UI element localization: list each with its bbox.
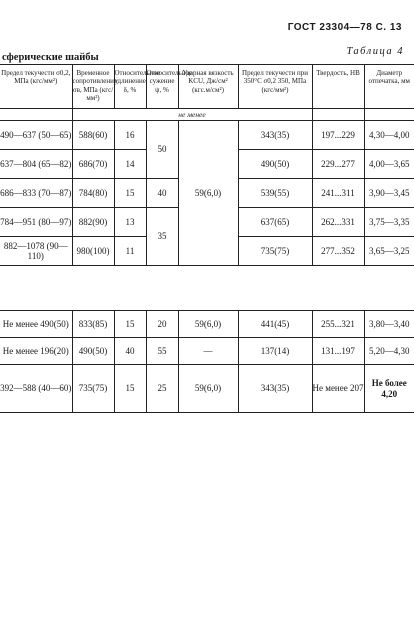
cell-yield: 784—951 (80—97) (0, 208, 72, 237)
cell-diameter: 4,30—4,00 (364, 121, 414, 150)
cell-diameter: 3,65—3,25 (364, 237, 414, 266)
cell-hardness: 241...311 (312, 179, 364, 208)
cell-impact: 59(6,0) (178, 121, 238, 266)
cell-shrinkage: 55 (146, 338, 178, 365)
col-header-yield-350: Предел текучести при 350°C σ0,2 350, МПа (кгс/мм²) (238, 65, 312, 109)
cell-yield: 392—588 (40—60) (0, 365, 72, 413)
cell-diameter: Не более 4,20 (364, 365, 414, 413)
cell-elongation: 15 (114, 179, 146, 208)
not-less-label: не менее (72, 109, 312, 121)
col-header-diameter: Диаметр отпечатка, мм (364, 65, 414, 109)
cell-yield: 882—1078 (90—110) (0, 237, 72, 266)
col-header-tensile: Временное сопротивление σв, МПа (кгс/мм²) (72, 65, 114, 109)
cell-yield-350: 735(75) (238, 237, 312, 266)
cell-yield-350: 441(45) (238, 311, 312, 338)
cell-yield: 686—833 (70—87) (0, 179, 72, 208)
col-header-shrinkage: Относительное сужение ψ, % (146, 65, 178, 109)
cell-yield-350: 343(35) (238, 365, 312, 413)
table-row (0, 311, 414, 338)
cell-diameter: 3,90—3,45 (364, 179, 414, 208)
cell-tensile: 784(80) (72, 179, 114, 208)
cell-tensile: 833(85) (72, 311, 114, 338)
cell-shrinkage: 40 (146, 179, 178, 208)
cell-hardness: 131...197 (312, 338, 364, 365)
cell-yield: 637—804 (65—82) (0, 150, 72, 179)
table-subtitle: сферические шайбы (2, 52, 99, 63)
cell-yield-350: 637(65) (238, 208, 312, 237)
cell-tensile: 882(90) (72, 208, 114, 237)
cell-diameter: 5,20—4,30 (364, 338, 414, 365)
cell-elongation: 14 (114, 150, 146, 179)
cell-elongation: 15 (114, 365, 146, 413)
cell-yield: Не менее 196(20) (0, 338, 72, 365)
cell-hardness: 262...331 (312, 208, 364, 237)
cell-shrinkage: 50 (146, 121, 178, 179)
table-row (0, 365, 414, 413)
col-header-yield: Предел текучести σ0,2, МПа (кгс/мм²) (0, 65, 72, 109)
cell-impact: 59(6,0) (178, 311, 238, 338)
page-title: ГОСТ 23304—78 С. 13 (287, 22, 402, 33)
cell-diameter: 3,75—3,35 (364, 208, 414, 237)
cell-tensile: 980(100) (72, 237, 114, 266)
cell-tensile: 686(70) (72, 150, 114, 179)
table-row (0, 338, 414, 365)
page-header (0, 0, 414, 63)
cell-yield-350: 539(55) (238, 179, 312, 208)
table-header-row (0, 65, 414, 109)
cell-hardness: Не менее 207 (312, 365, 364, 413)
cell-tensile: 588(60) (72, 121, 114, 150)
col-header-hardness: Твердость, НВ (312, 65, 364, 109)
cell-shrinkage: 20 (146, 311, 178, 338)
not-less-row (0, 109, 414, 121)
cell-hardness: 197...229 (312, 121, 364, 150)
cell-diameter: 3,80—3,40 (364, 311, 414, 338)
cell-yield: Не менее 490(50) (0, 311, 72, 338)
cell-elongation: 11 (114, 237, 146, 266)
cell-elongation: 15 (114, 311, 146, 338)
properties-table-continued (0, 310, 414, 413)
cell-shrinkage: 25 (146, 365, 178, 413)
cell-impact: — (178, 338, 238, 365)
cell-hardness: 255...321 (312, 311, 364, 338)
table-title: Таблица 4 (346, 46, 404, 57)
properties-table (0, 64, 414, 266)
col-header-impact: Ударная вязкость KCU, Дж/см² (кгс.м/см²) (178, 65, 238, 109)
table-row (0, 121, 414, 150)
cell-tensile: 735(75) (72, 365, 114, 413)
cell-yield: 490—637 (50—65) (0, 121, 72, 150)
cell-elongation: 16 (114, 121, 146, 150)
cell-shrinkage: 35 (146, 208, 178, 266)
cell-yield-350: 343(35) (238, 121, 312, 150)
cell-elongation: 13 (114, 208, 146, 237)
cell-tensile: 490(50) (72, 338, 114, 365)
col-header-elongation: Относительное удлинение δ, % (114, 65, 146, 109)
cell-yield-350: 490(50) (238, 150, 312, 179)
cell-impact: 59(6,0) (178, 365, 238, 413)
cell-yield-350: 137(14) (238, 338, 312, 365)
cell-hardness: 229...277 (312, 150, 364, 179)
cell-hardness: 277...352 (312, 237, 364, 266)
cell-elongation: 40 (114, 338, 146, 365)
cell-diameter: 4,00—3,65 (364, 150, 414, 179)
